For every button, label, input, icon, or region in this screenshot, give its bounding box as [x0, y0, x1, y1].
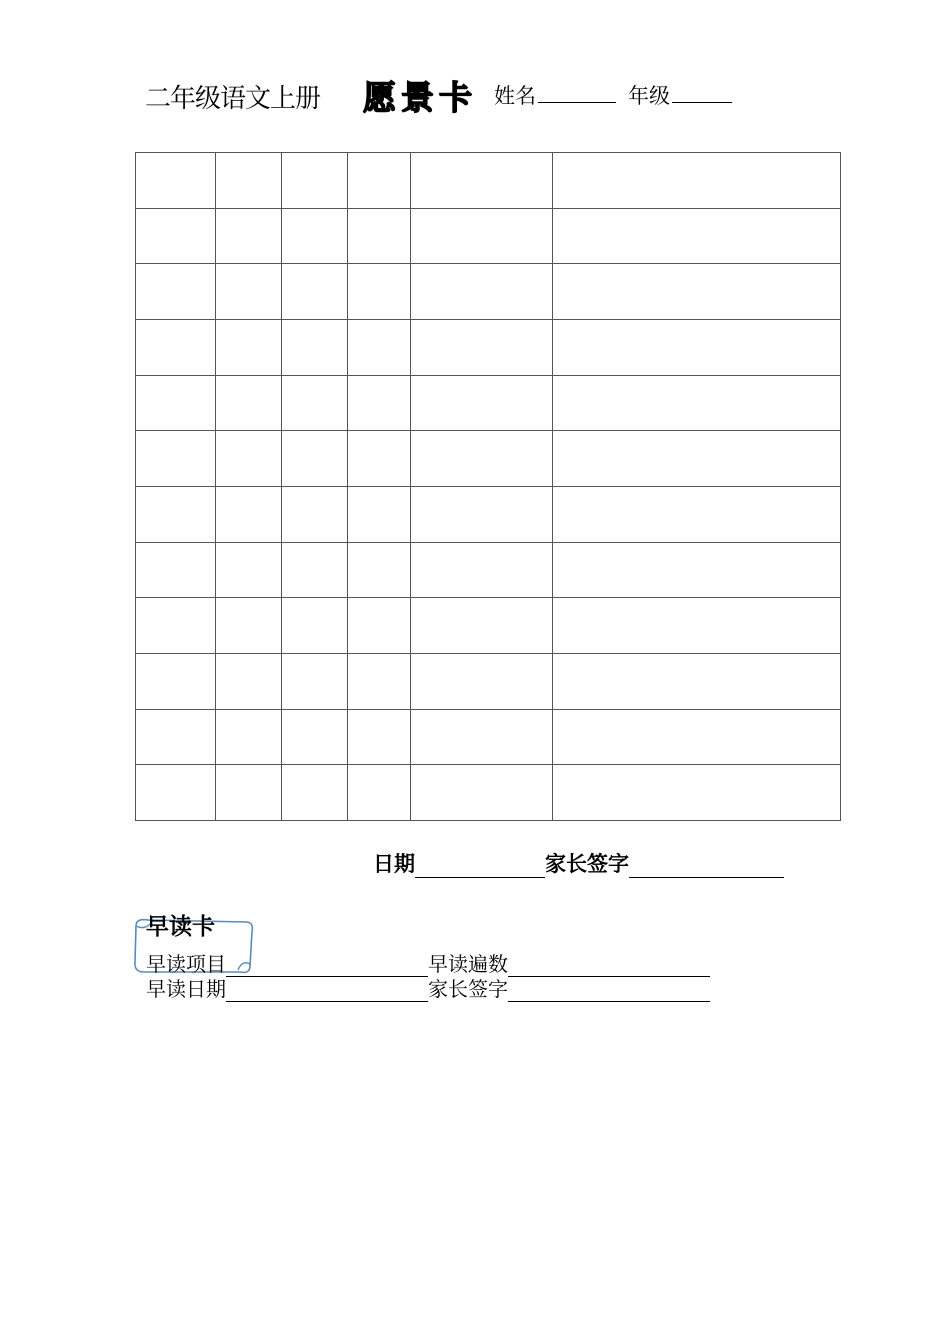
grid-cell[interactable] [348, 486, 411, 542]
morning-card-title: 早读卡 [146, 914, 215, 940]
grid-cell[interactable] [216, 598, 282, 654]
grid-cell[interactable] [411, 208, 553, 264]
grid-row [136, 208, 841, 264]
name-label: 姓名 [494, 84, 536, 108]
grid-row [136, 542, 841, 598]
grid-row [136, 765, 841, 821]
grade-field[interactable] [672, 102, 732, 103]
grid-cell[interactable] [553, 709, 841, 765]
morning-date-field[interactable] [226, 979, 428, 1002]
grid-cell[interactable] [136, 153, 216, 209]
grid-cell[interactable] [553, 208, 841, 264]
parent-sign-field[interactable] [629, 853, 784, 878]
morning-count-label: 早读遍数 [428, 952, 508, 976]
morning-item-label: 早读项目 [146, 952, 226, 976]
grid-cell[interactable] [348, 542, 411, 598]
grid-cell[interactable] [348, 653, 411, 709]
grid-cell[interactable] [216, 153, 282, 209]
grid-cell[interactable] [348, 208, 411, 264]
grid-cell[interactable] [216, 431, 282, 487]
grid-cell[interactable] [282, 709, 348, 765]
grid-cell[interactable] [411, 653, 553, 709]
morning-date-label: 早读日期 [146, 977, 226, 1001]
grid-cell[interactable] [282, 765, 348, 821]
grid-cell[interactable] [216, 653, 282, 709]
signature-line [373, 848, 784, 878]
grid-cell[interactable] [348, 431, 411, 487]
grid-cell[interactable] [411, 431, 553, 487]
grid-cell[interactable] [136, 598, 216, 654]
grid-row [136, 431, 841, 487]
grid-row [136, 319, 841, 375]
grid-cell[interactable] [136, 431, 216, 487]
grid-cell[interactable] [282, 264, 348, 320]
grid-cell[interactable] [282, 542, 348, 598]
grid-cell[interactable] [216, 765, 282, 821]
grid-cell[interactable] [216, 264, 282, 320]
grid-cell[interactable] [553, 431, 841, 487]
grid-cell[interactable] [136, 208, 216, 264]
grid-cell[interactable] [282, 375, 348, 431]
grid-row [136, 486, 841, 542]
grid-cell[interactable] [136, 765, 216, 821]
grid-cell[interactable] [348, 319, 411, 375]
grid-cell[interactable] [553, 264, 841, 320]
grid-cell[interactable] [411, 264, 553, 320]
grid-cell[interactable] [216, 208, 282, 264]
grid-cell[interactable] [136, 319, 216, 375]
grid-cell[interactable] [348, 264, 411, 320]
grid-cell[interactable] [216, 375, 282, 431]
grid-row [136, 598, 841, 654]
grid-cell[interactable] [282, 598, 348, 654]
grid-cell[interactable] [348, 153, 411, 209]
page-title: 二年级语文上册 [145, 84, 321, 114]
date-label: 日期 [373, 852, 415, 876]
grid-row [136, 709, 841, 765]
grid-cell[interactable] [282, 431, 348, 487]
grid-cell[interactable] [553, 653, 841, 709]
morning-row-2 [146, 973, 710, 1002]
grid-row [136, 264, 841, 320]
grid-cell[interactable] [348, 598, 411, 654]
grid-cell[interactable] [136, 653, 216, 709]
name-field[interactable] [538, 102, 616, 103]
grade-label: 年级 [628, 84, 670, 108]
vision-grid [135, 152, 841, 821]
grid-row [136, 653, 841, 709]
grid-cell[interactable] [216, 319, 282, 375]
grid-cell[interactable] [136, 375, 216, 431]
grid-cell[interactable] [348, 765, 411, 821]
date-field[interactable] [415, 853, 545, 878]
parent-sign-label: 家长签字 [545, 852, 629, 876]
grid-cell[interactable] [348, 375, 411, 431]
grid-cell[interactable] [411, 486, 553, 542]
grid-row [136, 153, 841, 209]
grid-cell[interactable] [282, 153, 348, 209]
morning-parent-sign-field[interactable] [508, 979, 710, 1002]
grid-cell[interactable] [282, 486, 348, 542]
grid-cell[interactable] [216, 486, 282, 542]
grid-row [136, 375, 841, 431]
grid-cell[interactable] [216, 542, 282, 598]
grid-cell[interactable] [136, 542, 216, 598]
grid-cell[interactable] [411, 375, 553, 431]
grid-cell[interactable] [411, 319, 553, 375]
grid-cell[interactable] [348, 709, 411, 765]
grid-cell[interactable] [282, 208, 348, 264]
grid-cell[interactable] [553, 542, 841, 598]
grid-cell[interactable] [216, 709, 282, 765]
grid-cell[interactable] [411, 765, 553, 821]
grid-cell[interactable] [411, 709, 553, 765]
grid-cell[interactable] [553, 153, 841, 209]
grid-cell[interactable] [282, 319, 348, 375]
grid-cell[interactable] [553, 319, 841, 375]
morning-parent-sign-label: 家长签字 [428, 977, 508, 1001]
grid-cell[interactable] [553, 375, 841, 431]
grid-cell[interactable] [282, 653, 348, 709]
grid-cell[interactable] [136, 264, 216, 320]
grid-cell[interactable] [553, 765, 841, 821]
grid-cell[interactable] [136, 709, 216, 765]
grid-cell[interactable] [553, 598, 841, 654]
grid-cell[interactable] [553, 486, 841, 542]
grid-cell[interactable] [411, 598, 553, 654]
grid-cell[interactable] [411, 153, 553, 209]
card-name: 愿景卡 [363, 78, 477, 117]
grid-cell[interactable] [136, 486, 216, 542]
grid-cell[interactable] [411, 542, 553, 598]
